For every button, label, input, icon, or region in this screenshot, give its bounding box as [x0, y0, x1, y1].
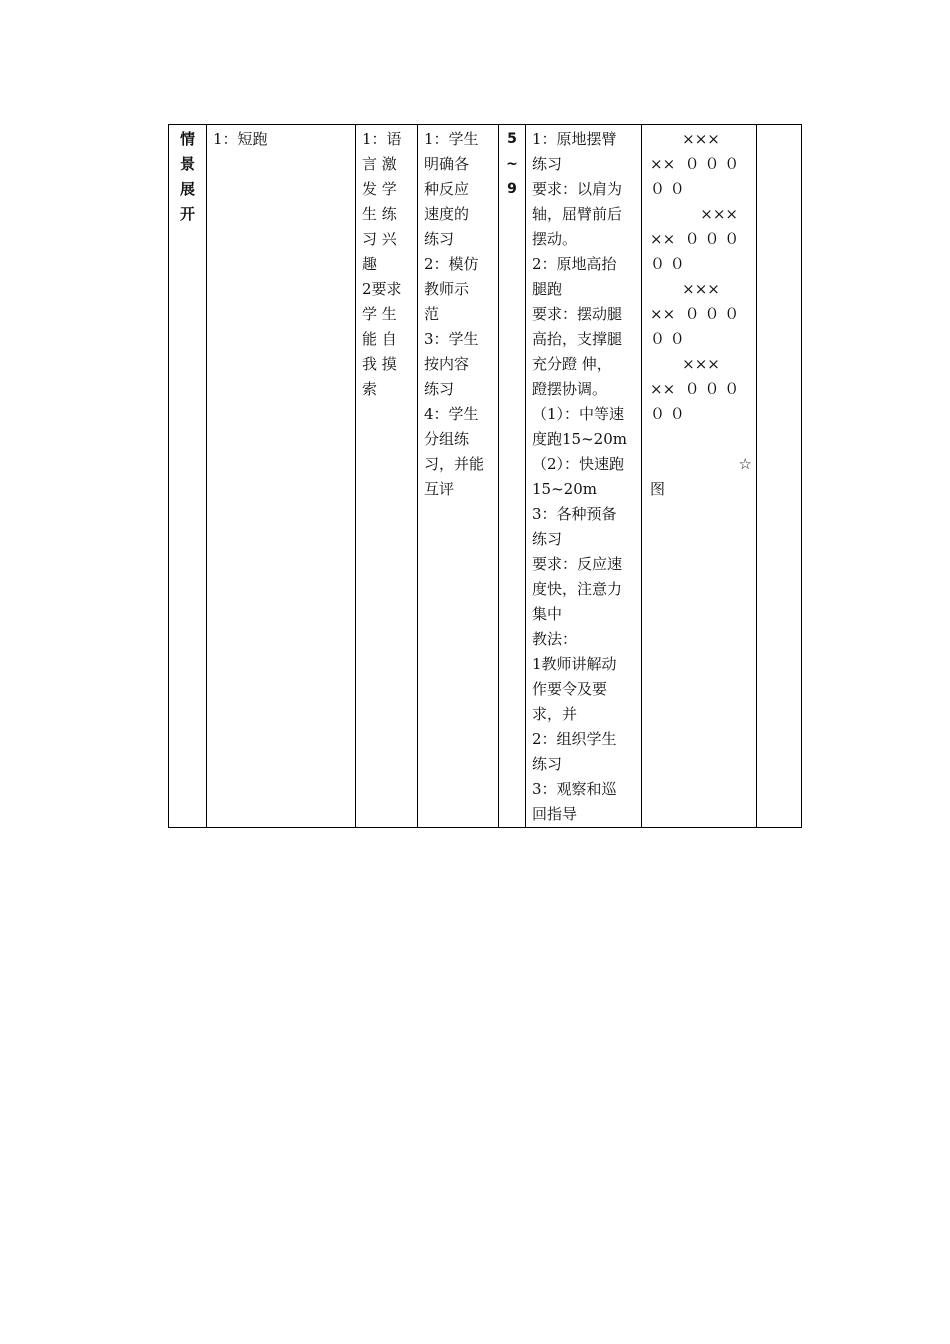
formation-row-mid: ×× ０ ０ ０: [650, 305, 740, 323]
formation-diagram: [642, 125, 756, 502]
remarks-cell: [757, 125, 802, 828]
formation-row-top: ×××: [682, 280, 720, 298]
teacher-activity-text: 1：语 言 激 发 学 生 练 习 兴 趣 2要求 学 生 能 自 我 摸 索: [362, 130, 402, 398]
time-text: 5 ~ 9: [506, 131, 518, 197]
formation-cell: [642, 125, 757, 828]
table-row: [169, 125, 802, 828]
formation-row-end: ０ ０: [650, 180, 685, 198]
section-label: 情 景 展 开: [179, 130, 195, 223]
formation-row-end: ０ ０: [650, 255, 685, 273]
section-cell: [169, 125, 207, 828]
formation-row-top: ×××: [682, 355, 720, 373]
formation-caption: 图: [650, 480, 666, 498]
lesson-plan-table: [168, 124, 802, 828]
teacher-star-icon: ☆: [738, 455, 752, 473]
formation-row-mid: ×× ０ ０ ０: [650, 230, 740, 248]
time-cell: [499, 125, 526, 828]
formation-row-end: ０ ０: [650, 405, 685, 423]
remarks-text: [757, 125, 801, 127]
formation-row-top: ×××: [682, 130, 720, 148]
formation-row-mid: ×× ０ ０ ０: [650, 380, 740, 398]
formation-row-end: ０ ０: [650, 330, 685, 348]
formation-row-top: ×××: [700, 205, 738, 223]
content-cell: [207, 125, 356, 828]
method-text: 1：原地摆臂 练习 要求：以肩为 轴，屈臂前后 摆动。 2：原地高抬 腿跑 要求：摆动腿 高抬，支撑腿 充分蹬 伸， 蹬摆协调。 （1）：中等速 度跑15~20m （2）：快速跑 15~20m 3：各种预备 练习 要求：反应速 度快，注意力 集中 教法： 1教师讲解动 作要令及要 求，并 2：组织学生 练习 3：观察和巡 回指导: [532, 130, 627, 823]
method-cell: [526, 125, 642, 828]
content-text: 1：短跑: [213, 130, 268, 148]
student-activity-text: 1：学生 明确各 种反应 速度的 练习 2：模仿 教师示 范 3：学生 按内容 练习 4：学生 分组练 习，并能 互评: [424, 130, 485, 498]
teacher-activity-cell: [356, 125, 418, 828]
student-activity-cell: [418, 125, 499, 828]
formation-row-mid: ×× ０ ０ ０: [650, 155, 740, 173]
